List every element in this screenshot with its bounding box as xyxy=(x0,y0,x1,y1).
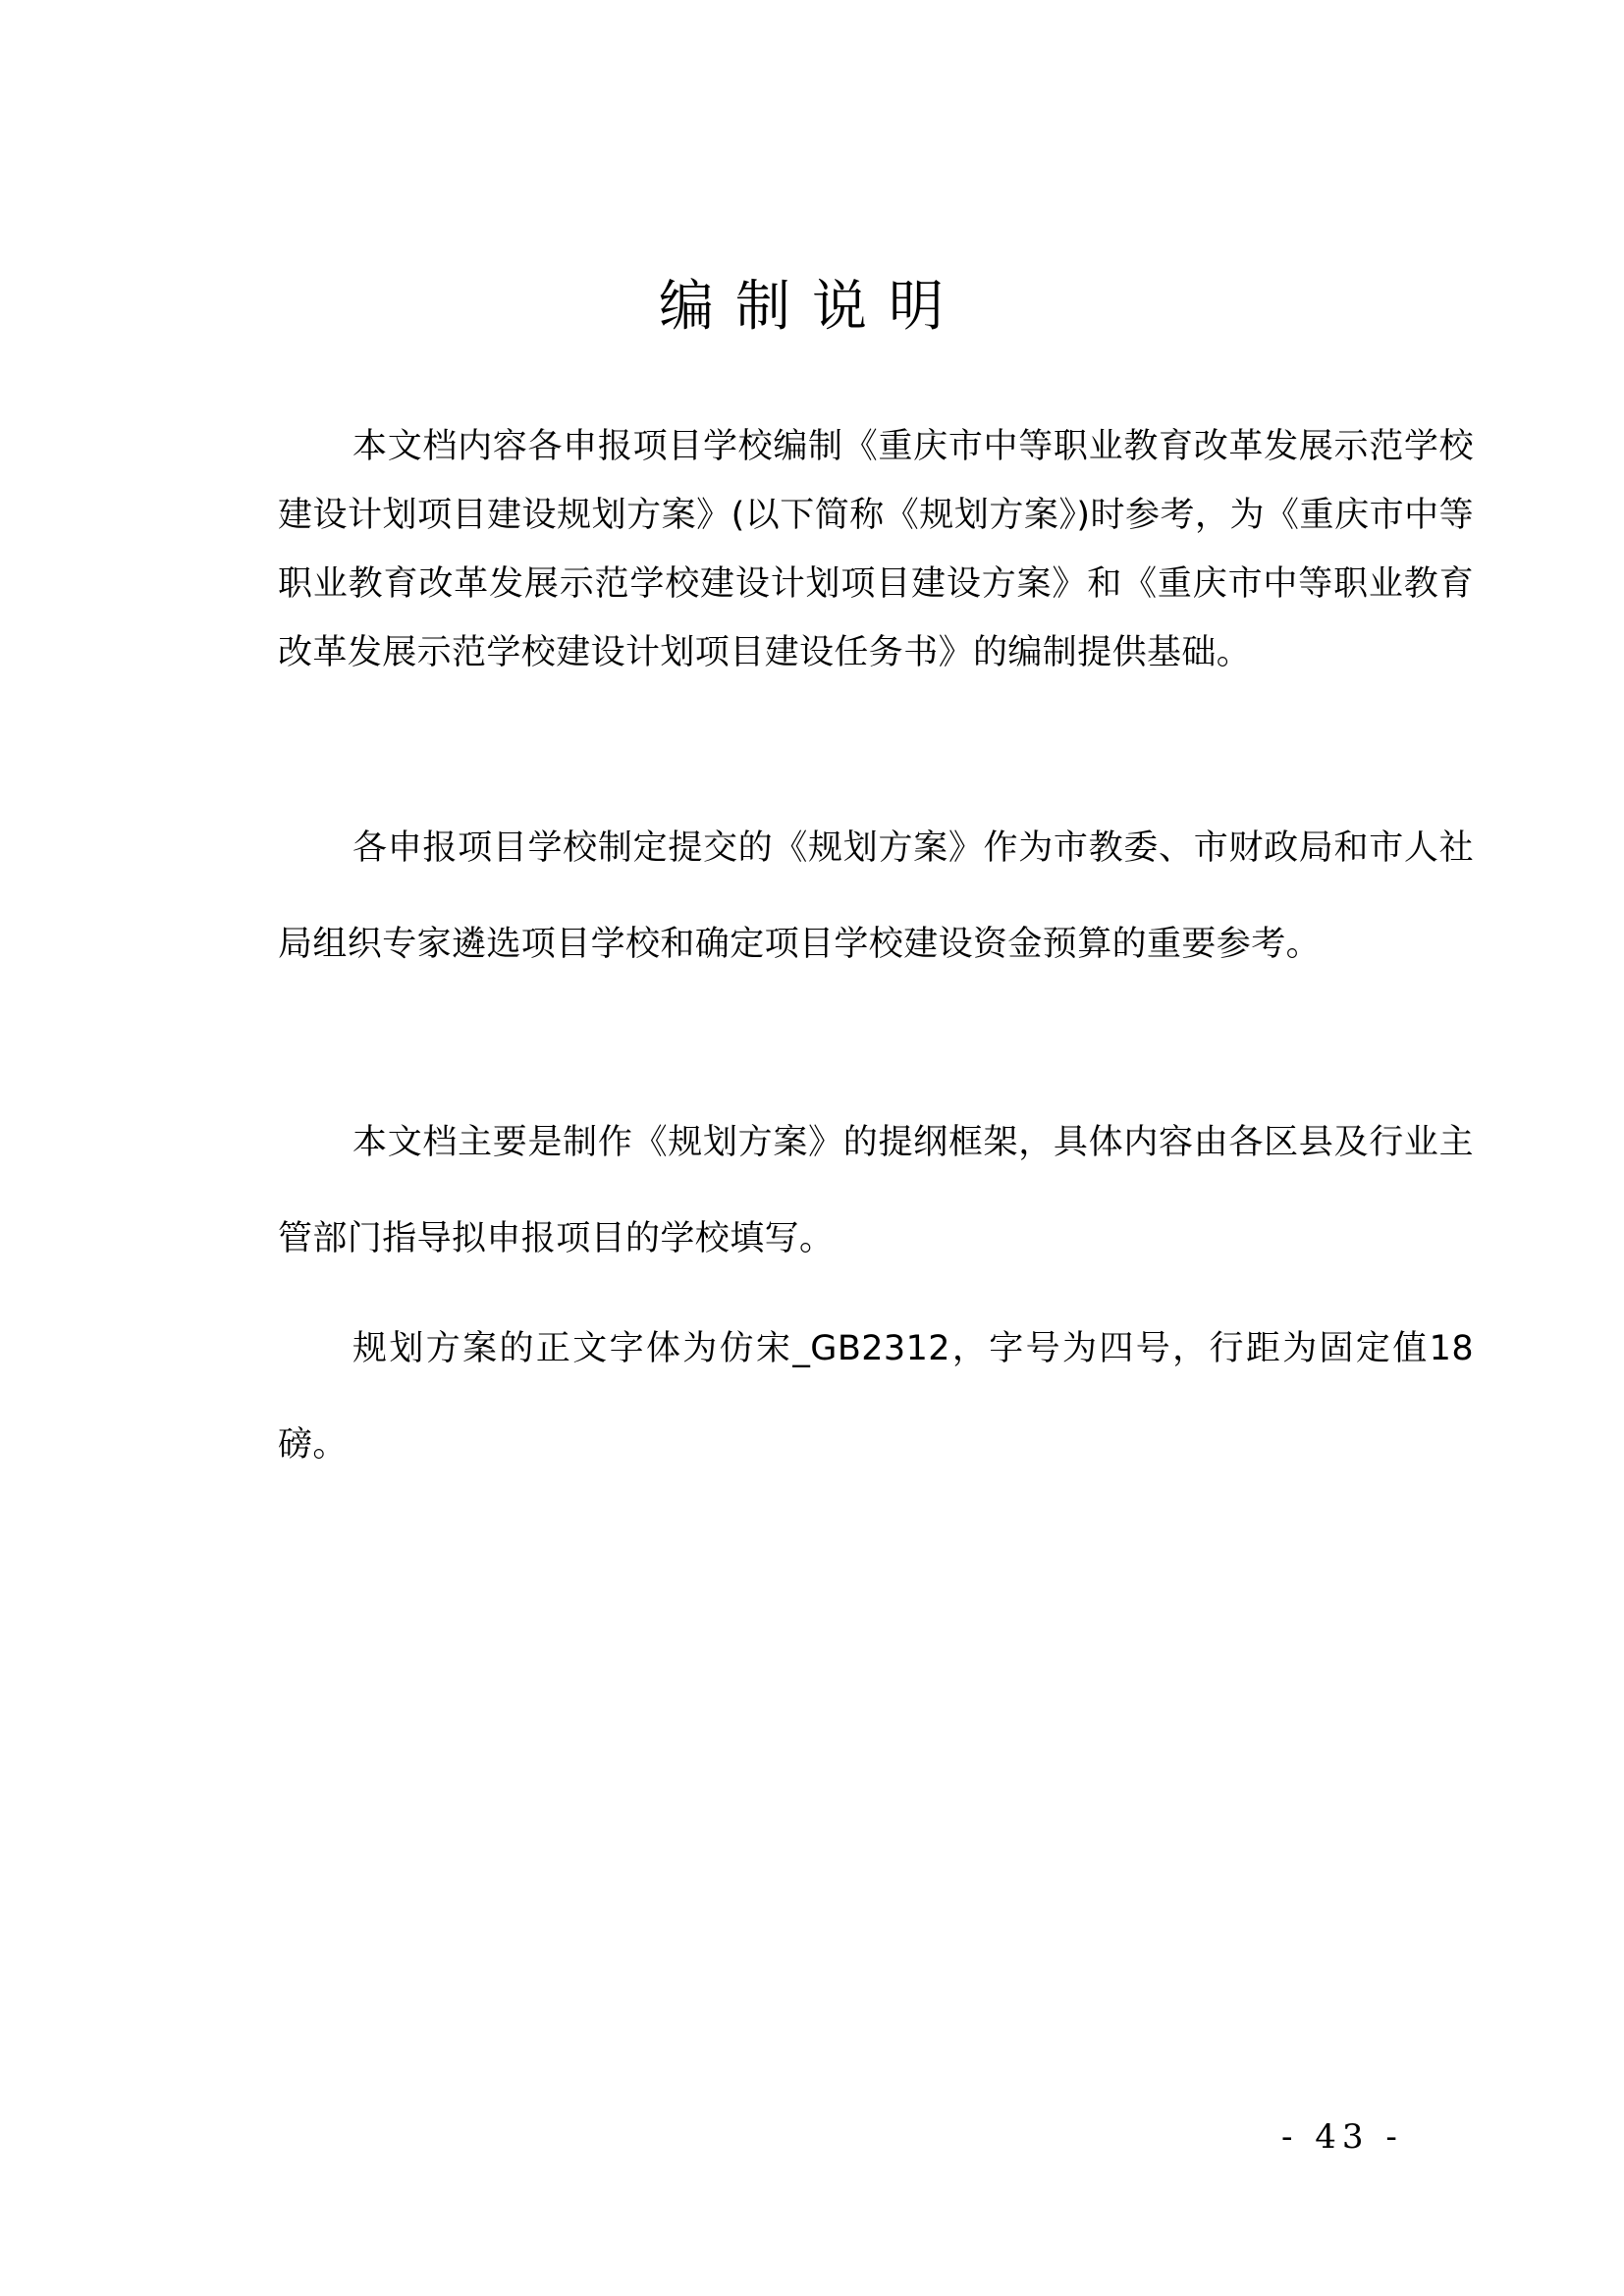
paragraph-purpose: 本文档内容各申报项目学校编制《重庆市中等职业教育改革发展示范学校建设计划项目建设规划方案》(以下简称《规划方案》)时参考，为《重庆市中等职业教育改革发展示范学校建设计划项目建设方案》和《重庆市中等职业教育改革发展示范学校建设计划项目建设任务书》的编制提供基础。 xyxy=(278,427,1474,672)
paragraph-usage: 各申报项目学校制定提交的《规划方案》作为市教委、市财政局和市人社局组织专家遴选项目学校和确定项目学校建设资金预算的重要参考。 xyxy=(278,828,1474,964)
page-title: 编制说明 xyxy=(659,275,965,339)
page-number: - 43 - xyxy=(1281,2117,1403,2157)
paragraph-outline: 本文档主要是制作《规划方案》的提纲框架，具体内容由各区县及行业主管部门指导拟申报项目的学校填写。 xyxy=(278,1123,1474,1258)
paragraph-formatting: 规划方案的正文字体为仿宋_GB2312，字号为四号，行距为固定值18磅。 xyxy=(278,1329,1474,1465)
